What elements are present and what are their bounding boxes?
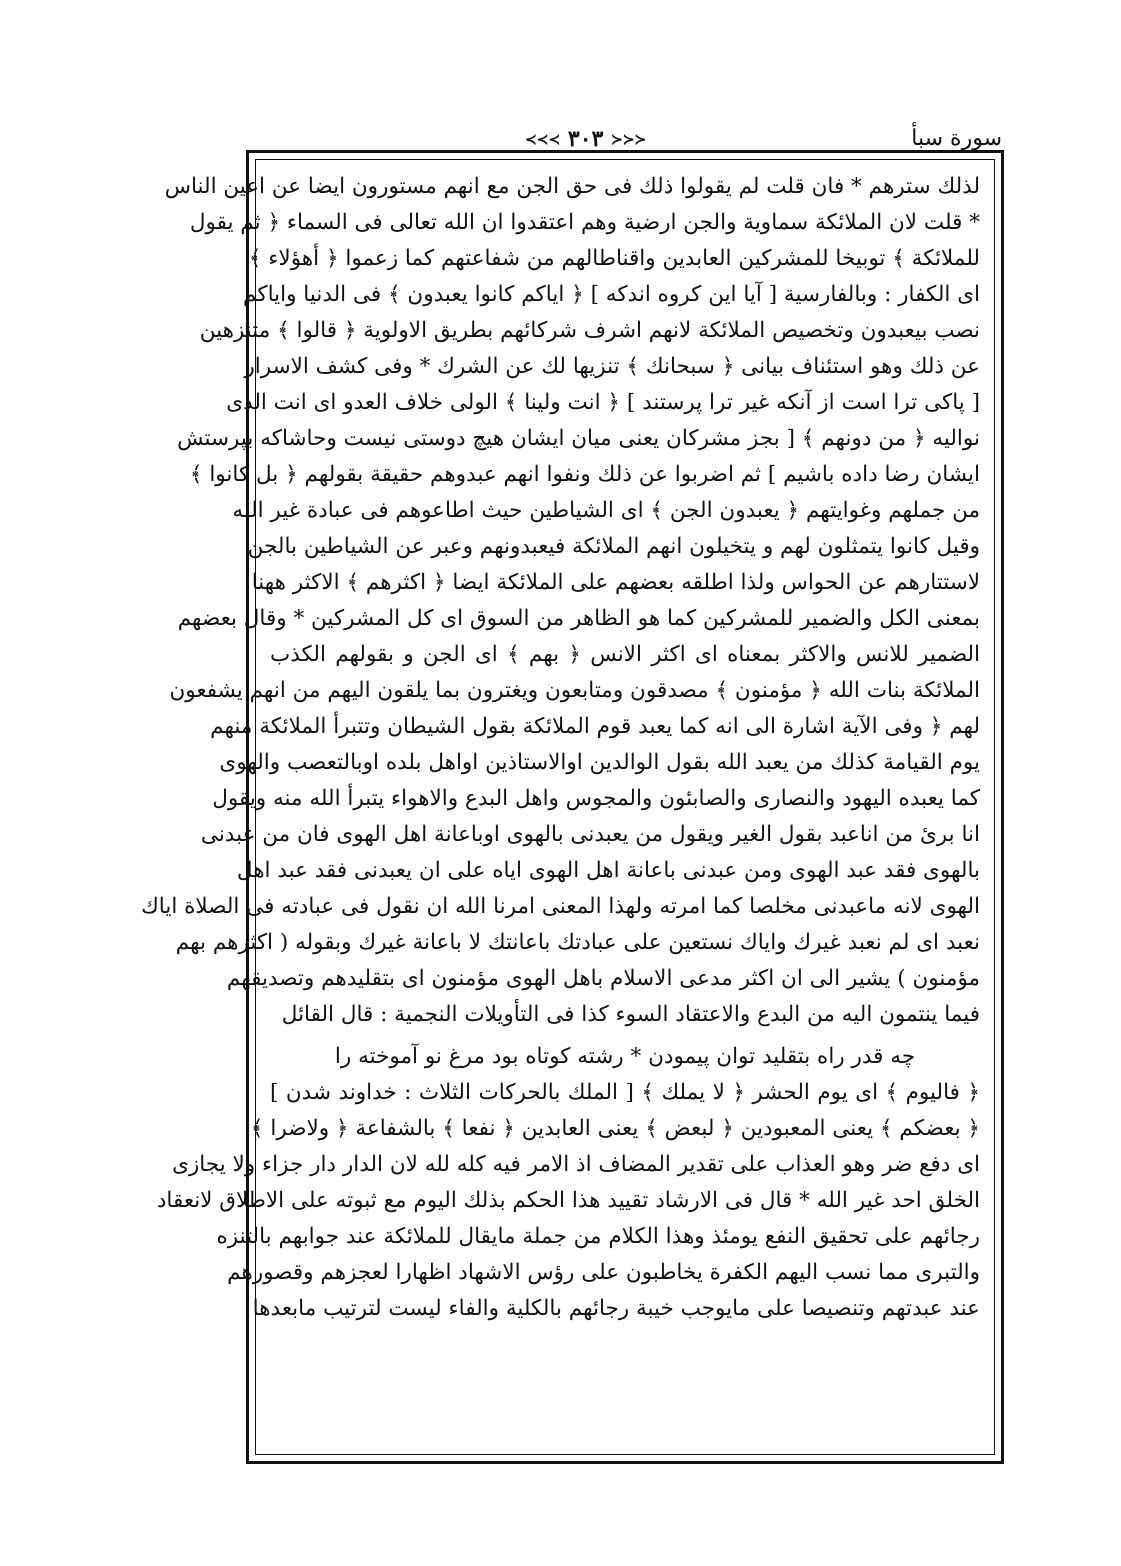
text-line: الضمير للانس والاكثر بمعناه اى اكثر الانس ﴿ بهم ﴾ اى الجن و بقولهم الكذب (270, 642, 980, 667)
text-line: * قلت لان الملائكة سماوية والجن ارضية وهم اعتقدوا ان الله تعالى فى السماء ﴿ ثم يقول (189, 210, 980, 235)
text-line: للملائكة ﴾ توبيخا للمشركين العابدين واقناطالهم من شفاعتهم كما زعموا ﴿ أهؤلاء ﴾ (248, 246, 980, 271)
ornament-left-icon: ≺≺≺ (525, 132, 561, 148)
page-number-block (525, 126, 646, 152)
text-line: الملائكة بنات الله ﴿ مؤمنون ﴾ مصدقون ومتابعون ويغترون بما يلقون اليهم من انهم يشفعون (169, 678, 980, 703)
running-title: سورة سبأ (911, 126, 1002, 151)
text-line: عن ذلك وهو استئناف بيانى ﴿ سبحانك ﴾ تنزيها لك عن الشرك * وفى كشف الاسرار (244, 354, 980, 379)
text-line: نواليه ﴿ من دونهم ﴾ [ بجز مشركان يعنى ميان ايشان هيچ دوستى نيست وحاشاكه بپرستش (177, 426, 980, 451)
text-line: نعبد اى لم نعبد غيرك واياك نستعين على عبادتك باعانتك لا باعانة غيرك وبقوله ( اكثرهم بهم (175, 930, 980, 955)
text-line: وقيل كانوا يتمثلون لهم و يتخيلون انهم الملائكة فيعبدونهم وعبر عن الشياطين بالجن (247, 534, 980, 559)
text-line: لاستتارهم عن الحواس ولذا اطلقه بعضهم على الملائكة ايضا ﴿ اكثرهم ﴾ الاكثر ههنا (251, 570, 980, 595)
text-line: الخلق احد غير الله * قال فى الارشاد تقييد هذا الحكم بذلك اليوم مع ثبوته على الاطلاق لانعقاد (156, 1188, 980, 1213)
text-line: بالهوى فقد عبد الهوى ومن عبدنى باعانة اهل الهوى اياه على ان يعبدنى فقد عبد اهل (236, 858, 980, 883)
text-line: لذلك سترهم * فان قلت لم يقولوا ذلك فى حق الجن مع انهم مستورون ايضا عن اعين الناس (164, 174, 980, 199)
text-line: كما يعبده اليهود والنصارى والصابئون والمجوس واهل البدع والاهواء يتبرأ الله منه ويقول (212, 786, 980, 811)
poetry-verse: چه قدر راه بتقليد توان پيمودن * رشته كوتاه بود مرغ نو آموخته را (334, 1044, 916, 1069)
text-line: ايشان رضا داده باشيم ] ثم اضربوا عن ذلك ونفوا انهم عبدوهم حقيقة بقولهم ﴿ بل كانوا ﴾ (189, 462, 980, 487)
text-line: لهم ﴿ وفى الآية اشارة الى انه كما يعبد قوم الملائكة بقول الشيطان وتتبرأ الملائكة منهم (210, 714, 980, 739)
ornament-right-icon: ≻≻≻ (611, 132, 647, 148)
text-line: من جملهم وغوايتهم ﴿ يعبدون الجن ﴾ اى الشياطين حيث اطاعوهم فى عبادة غير الله (232, 498, 980, 523)
page-number: ٣٠٣ (567, 126, 604, 152)
text-line: [ پاكى ترا است از آنكه غير ترا پرستند ] ﴿ انت ولينا ﴾ الولى خلاف العدو اى انت الذى (226, 390, 980, 415)
text-line: بمعنى الكل والضمير للمشركين كما هو الظاهر من السوق اى كل المشركين * وقال بعضهم (177, 606, 980, 631)
text-line: نصب بيعبدون وتخصيص الملائكة لانهم اشرف شركائهم بطريق الاولوية ﴿ قالوا ﴾ متنزهين (199, 318, 980, 343)
text-line: اى الكفار : وبالفارسية [ آيا اين كروه اندكه ] ﴿ اياكم كانوا يعبدون ﴾ فى الدنيا واياكم (243, 282, 980, 307)
text-line: فيما ينتمون اليه من البدع والاعتقاد السوء كذا فى التأويلات النجمية : قال القائل (281, 1002, 980, 1027)
text-line: مؤمنون ) يشير الى ان اكثر مدعى الاسلام باهل الهوى مؤمنون اى بتقليدهم وتصديقهم (226, 966, 980, 991)
text-line: رجائهم على تحقيق النفع يومئذ وهذا الكلام من جملة مايقال للملائكة عند جوابهم بالتنزه (216, 1224, 980, 1249)
text-line: والتبرى مما نسب اليهم الكفرة يخاطبون على رؤس الاشهاد اظهارا لعجزهم وقصورهم (227, 1260, 980, 1285)
text-line: عند عبدتهم وتنصيصا على مايوجب خيبة رجائهم بالكلية والفاء ليست لترتيب مابعدها (252, 1296, 980, 1321)
text-line: يوم القيامة كذلك من يعبد الله بقول الوالدين اوالاستاذين اواهل بلده اوبالتعصب والهوى (219, 750, 980, 775)
text-line: ﴿ فاليوم ﴾ اى يوم الحشر ﴿ لا يملك ﴾ [ الملك بالحركات الثلاث : خداوند شدن ] (270, 1080, 980, 1105)
text-line: اى دفع ضر وهو العذاب على تقدير المضاف اذ الامر فيه كله لله لان الدار دار جزاء ولا يجازى (172, 1152, 980, 1177)
text-line: ﴿ بعضكم ﴾ يعنى المعبودين ﴿ لبعض ﴾ يعنى العابدين ﴿ نفعا ﴾ بالشفاعة ﴿ ولاضرا ﴾ (250, 1116, 980, 1141)
text-line: الهوى لانه ماعبدنى مخلصا كما امرته ولهذا المعنى امرنا الله ان نقول فى عبادته فى الصلاة اياك (141, 894, 980, 919)
text-body (141, 160, 994, 1454)
text-line: انا برئ من اناعبد بقول الغير ويقول من يعبدنى بالهوى اوباعانة اهل الهوى فان من عبدنى (200, 822, 980, 847)
